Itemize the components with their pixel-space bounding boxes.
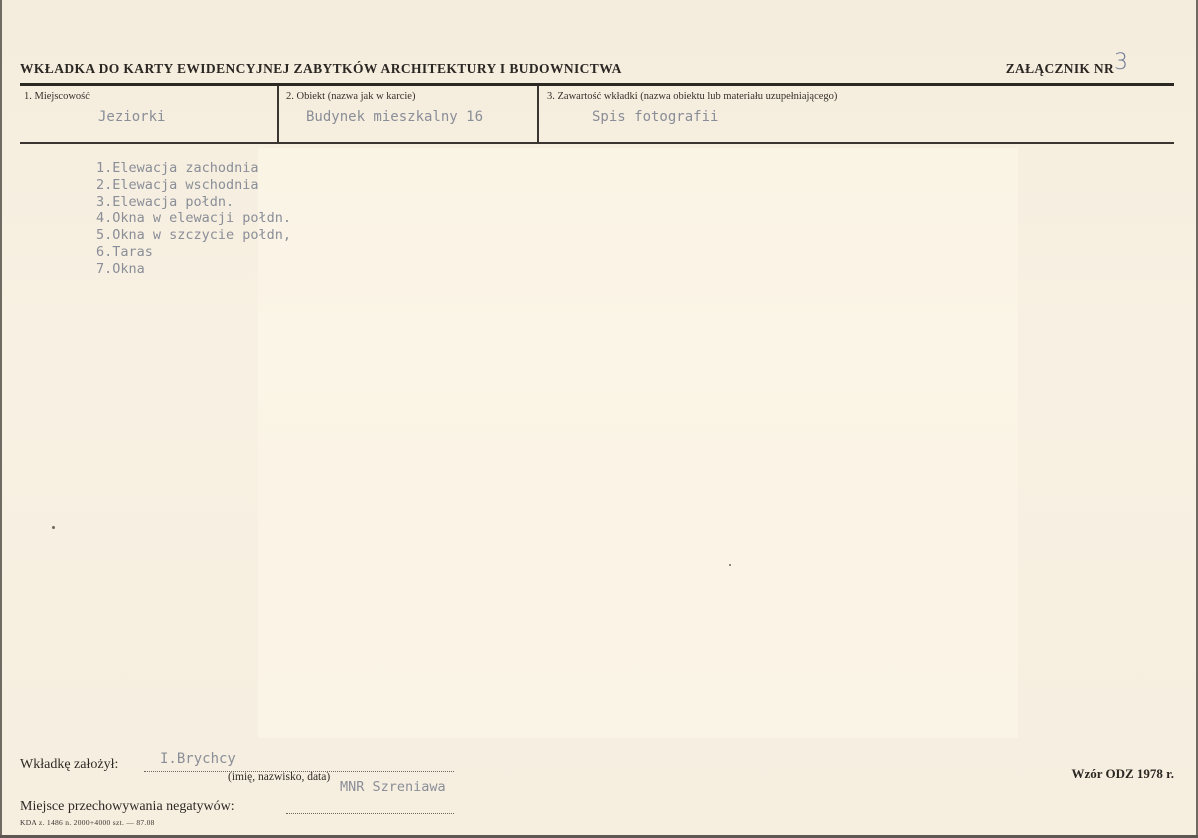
paper-speck (52, 526, 55, 529)
paper-light-area (258, 148, 1018, 738)
object-value: Budynek mieszkalny 16 (306, 109, 484, 125)
contents-value: Spis fotografii (592, 109, 719, 125)
contents-label: 3. Zawartość wkładki (nazwa obiektu lub materiału uzupełniającego) (547, 91, 838, 102)
form-model: Wzór ODZ 1978 r. (1071, 766, 1174, 781)
photo-list-item: 3.Elewacja połdn. (96, 193, 235, 210)
fields-rule (20, 142, 1174, 144)
header-rule (20, 83, 1174, 86)
photo-list-item: 6.Taras (96, 243, 153, 260)
created-by-value: I.Brychcy (160, 751, 236, 767)
object-label: 2. Obiekt (nazwa jak w karcie) (286, 91, 416, 102)
created-by-hint: (imię, nazwisko, data) (228, 771, 331, 783)
annex-label: ZAŁĄCZNIK NR (1005, 61, 1114, 76)
paper-speck (729, 564, 731, 566)
field-divider-2 (537, 86, 539, 142)
photo-list-item: 7.Okna (96, 260, 145, 277)
photo-list-item: 4.Okna w elewacji połdn. (96, 210, 292, 227)
locality-label: 1. Miejscowość (24, 91, 90, 102)
photo-list-item: 5.Okna w szczycie połdn, (96, 227, 292, 244)
photo-list (96, 160, 291, 278)
locality-value: Jeziorki (98, 109, 166, 125)
photo-list-item: 2.Elewacja wschodnia (96, 176, 259, 193)
photo-list-item: 1.Elewacja zachodnia (96, 160, 259, 176)
negatives-value: MNR Szreniawa (340, 779, 446, 795)
form-title: WKŁADKA DO KARTY EWIDENCYJNEJ ZABYTKÓW ARCHITEKTURY I BUDOWNICTWA (20, 61, 622, 76)
negatives-dotted-line (286, 813, 454, 814)
negatives-label: Miejsce przechowywania negatywów: (20, 799, 235, 814)
annex-number: 3 (1114, 50, 1128, 75)
print-code: KDA z. 1486 n. 2000+4000 szt. — 87.08 (20, 818, 155, 827)
field-divider-1 (277, 86, 279, 142)
scan-edge-left (0, 0, 2, 838)
created-by-label: Wkładkę założył: (20, 757, 119, 772)
